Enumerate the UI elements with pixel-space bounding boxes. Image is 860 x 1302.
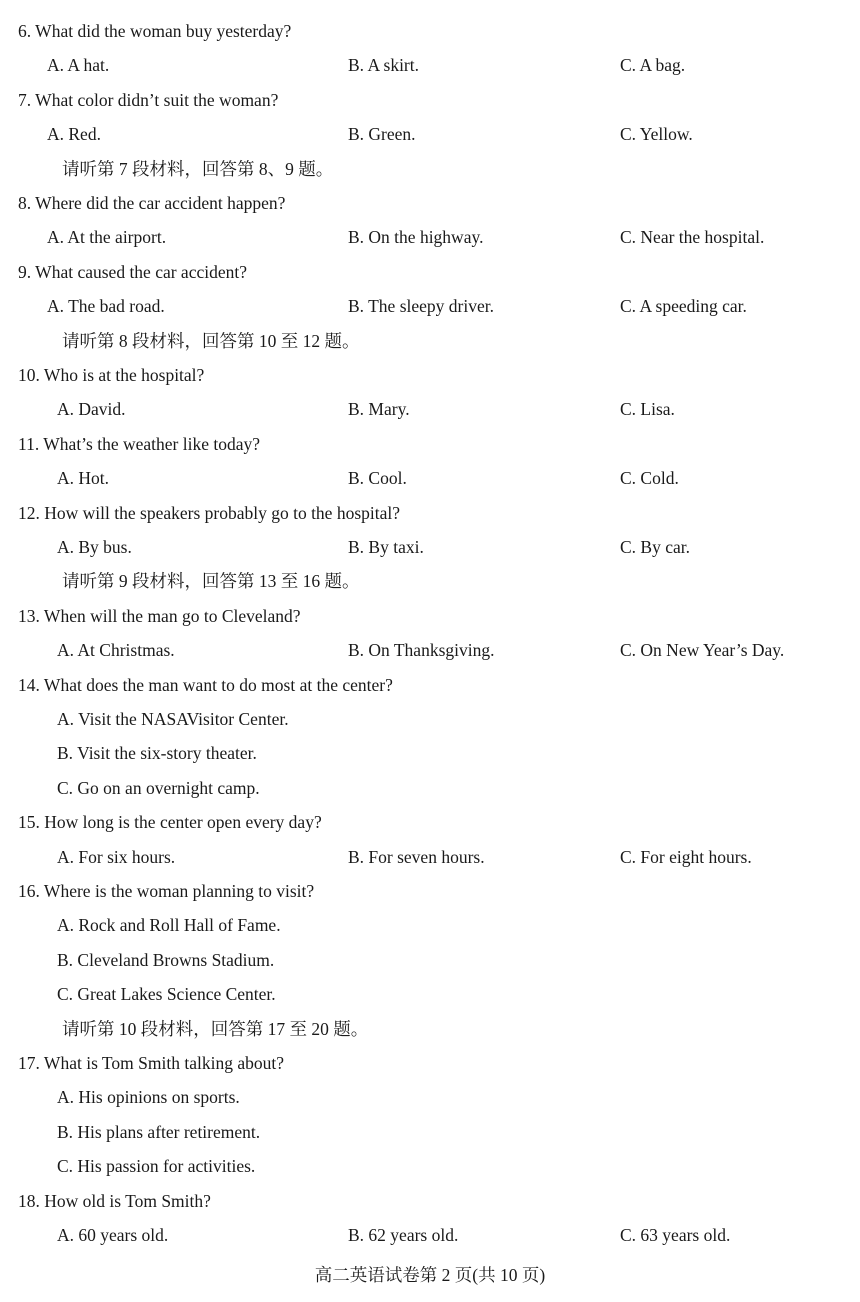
option-row bbox=[0, 741, 860, 765]
question-row bbox=[0, 260, 860, 284]
question-row bbox=[0, 810, 860, 834]
section-instruction bbox=[0, 1017, 860, 1041]
option-row bbox=[0, 535, 860, 559]
option-c: C. On New Year’s Day. bbox=[620, 640, 785, 661]
option-row bbox=[0, 913, 860, 937]
answer-option: A. Rock and Roll Hall of Fame. bbox=[57, 915, 281, 936]
option-row bbox=[0, 1154, 860, 1178]
section-instruction bbox=[0, 329, 860, 353]
option-row bbox=[0, 1223, 860, 1247]
option-c: C. For eight hours. bbox=[620, 846, 752, 867]
option-b: B. On Thanksgiving. bbox=[348, 640, 495, 661]
option-row bbox=[0, 948, 860, 972]
option-row bbox=[0, 638, 860, 662]
option-c: C. Lisa. bbox=[620, 399, 675, 420]
option-a: A. For six hours. bbox=[57, 846, 176, 867]
option-row bbox=[0, 122, 860, 146]
question-row bbox=[0, 432, 860, 456]
section-instruction bbox=[0, 569, 860, 593]
option-b: B. On the highway. bbox=[348, 227, 484, 248]
option-b: B. For seven hours. bbox=[348, 846, 485, 867]
option-b: B. By taxi. bbox=[348, 537, 424, 557]
answer-option: B. Visit the six-story theater. bbox=[57, 743, 257, 764]
question-row bbox=[0, 501, 860, 525]
option-row bbox=[0, 397, 860, 421]
page-footer: 高二英语试卷第 2 页(共 10 页) bbox=[314, 1265, 546, 1285]
option-row bbox=[0, 53, 860, 77]
question-row bbox=[0, 191, 860, 215]
option-c: C. Near the hospital. bbox=[620, 227, 765, 248]
option-b: B. Mary. bbox=[348, 399, 410, 420]
option-a: A. At the airport. bbox=[47, 227, 167, 248]
option-c: C. A speeding car. bbox=[620, 296, 747, 317]
question-row bbox=[0, 673, 860, 697]
option-a: A. At Christmas. bbox=[57, 640, 175, 661]
question-row bbox=[0, 879, 860, 903]
answer-option: C. Go on an overnight camp. bbox=[57, 777, 260, 798]
question-text: 18. How old is Tom Smith? bbox=[18, 1190, 211, 1211]
option-a: A. Red. bbox=[47, 124, 101, 145]
option-a: A. 60 years old. bbox=[57, 1225, 169, 1245]
question-text: 15. How long is the center open every day? bbox=[18, 812, 322, 833]
answer-option: C. Great Lakes Science Center. bbox=[57, 984, 276, 1005]
question-text: 14. What does the man want to do most at the center? bbox=[18, 674, 393, 695]
section-instruction bbox=[0, 157, 860, 181]
question-row bbox=[0, 1051, 860, 1075]
option-a: A. David. bbox=[57, 399, 126, 420]
question-text: 12. How will the speakers probably go to the hospital? bbox=[18, 502, 401, 523]
option-row bbox=[0, 1085, 860, 1109]
question-text: 11. What’s the weather like today? bbox=[18, 433, 261, 454]
question-text: 8. Where did the car accident happen? bbox=[18, 193, 286, 213]
option-row bbox=[0, 982, 860, 1006]
answer-option: B. His plans after retirement. bbox=[57, 1121, 261, 1142]
instruction-text: 请听第 9 段材料，回答第 13 至 16 题。 bbox=[62, 571, 360, 592]
option-row bbox=[0, 776, 860, 800]
option-row bbox=[0, 225, 860, 249]
option-row bbox=[0, 1120, 860, 1144]
option-b: B. The sleepy driver. bbox=[348, 296, 494, 317]
option-c: C. 63 years old. bbox=[620, 1225, 731, 1245]
option-c: C. Yellow. bbox=[620, 124, 693, 145]
question-text: 6. What did the woman buy yesterday? bbox=[18, 21, 292, 41]
question-text: 17. What is Tom Smith talking about? bbox=[18, 1053, 284, 1073]
question-row bbox=[0, 19, 860, 43]
option-a: A. The bad road. bbox=[47, 296, 165, 317]
answer-option: B. Cleveland Browns Stadium. bbox=[57, 949, 275, 970]
answer-option: C. His passion for activities. bbox=[57, 1156, 256, 1177]
question-row bbox=[0, 363, 860, 387]
option-row bbox=[0, 845, 860, 869]
question-text: 9. What caused the car accident? bbox=[18, 261, 247, 282]
question-text: 13. When will the man go to Cleveland? bbox=[18, 605, 301, 626]
option-a: A. By bus. bbox=[57, 537, 132, 557]
option-b: B. Green. bbox=[348, 124, 416, 145]
answer-option: A. Visit the NASAVisitor Center. bbox=[57, 709, 289, 729]
instruction-text: 请听第 8 段材料，回答第 10 至 12 题。 bbox=[62, 330, 360, 351]
option-c: C. Cold. bbox=[620, 468, 679, 489]
option-c: C. A bag. bbox=[620, 55, 686, 76]
option-b: B. 62 years old. bbox=[348, 1225, 459, 1245]
instruction-text: 请听第 10 段材料，回答第 17 至 20 题。 bbox=[62, 1018, 369, 1039]
option-a: A. A hat. bbox=[47, 55, 110, 76]
question-text: 16. Where is the woman planning to visit? bbox=[18, 881, 315, 901]
question-row bbox=[0, 88, 860, 112]
instruction-text: 请听第 7 段材料，回答第 8、9 题。 bbox=[62, 158, 334, 179]
question-row bbox=[0, 604, 860, 628]
option-c: C. By car. bbox=[620, 537, 690, 557]
question-text: 7. What color didn’t suit the woman? bbox=[18, 89, 279, 110]
option-row bbox=[0, 707, 860, 731]
option-row bbox=[0, 466, 860, 490]
question-text: 10. Who is at the hospital? bbox=[18, 365, 205, 385]
option-b: B. A skirt. bbox=[348, 55, 419, 76]
answer-option: A. His opinions on sports. bbox=[57, 1087, 240, 1108]
option-b: B. Cool. bbox=[348, 468, 407, 489]
question-row bbox=[0, 1189, 860, 1213]
option-row bbox=[0, 294, 860, 318]
option-a: A. Hot. bbox=[57, 468, 110, 489]
